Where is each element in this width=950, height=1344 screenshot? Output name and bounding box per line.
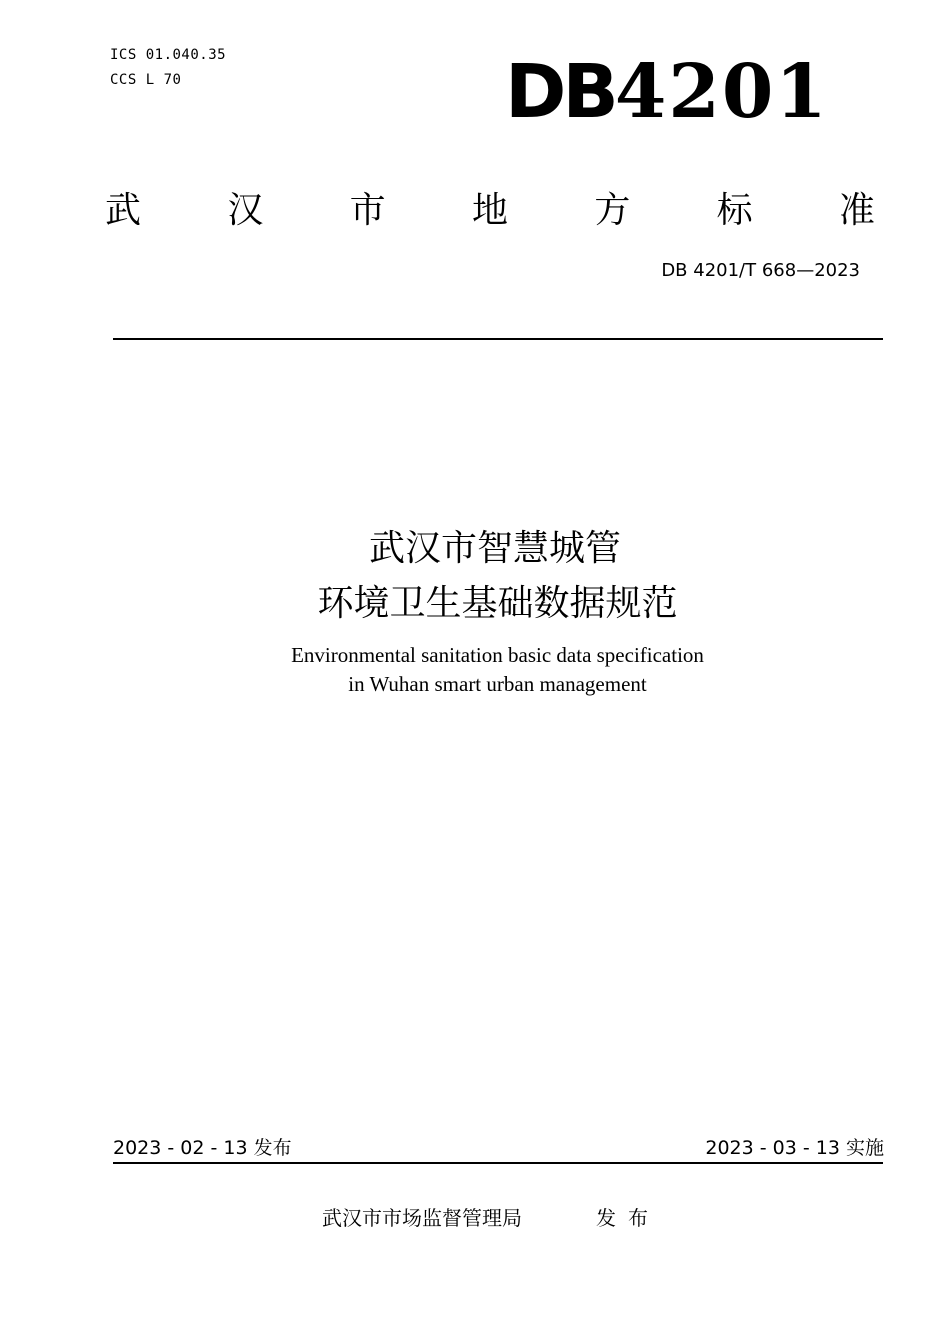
ccs-code: CCS L 70 — [110, 72, 182, 88]
bottom-divider — [113, 1162, 883, 1164]
db-logo-prefix: DB — [505, 49, 615, 135]
db-logo — [505, 49, 829, 135]
standard-type-char: 汉 — [227, 190, 264, 231]
standard-type-char: 地 — [471, 190, 508, 231]
db-logo-number: 4201 — [614, 49, 829, 135]
publish-label: 发布 — [596, 1206, 660, 1230]
standard-type-char: 方 — [594, 190, 631, 231]
title-zh-line1: 武汉市智慧城管 — [368, 528, 621, 569]
standard-type-char: 标 — [716, 190, 753, 231]
title-en-line1: Environmental sanitation basic data specification — [291, 643, 704, 667]
implementation-date: 2023 - 03 - 13 实施 — [705, 1137, 884, 1159]
title-en-line2: in Wuhan smart urban management — [348, 672, 647, 696]
standard-number: DB 4201/T 668—2023 — [661, 260, 860, 281]
standard-type-char: 武 — [105, 190, 142, 231]
publisher-name: 武汉市市场监督管理局 — [322, 1206, 522, 1230]
title-zh-line2: 环境卫生基础数据规范 — [317, 583, 678, 624]
standard-type-char: 准 — [838, 190, 875, 231]
standard-type-char: 市 — [349, 190, 386, 231]
issue-date: 2023 - 02 - 13 发布 — [113, 1137, 292, 1159]
standard-type-heading — [105, 182, 875, 233]
ics-code: ICS 01.040.35 — [110, 47, 227, 63]
top-divider — [113, 338, 883, 340]
